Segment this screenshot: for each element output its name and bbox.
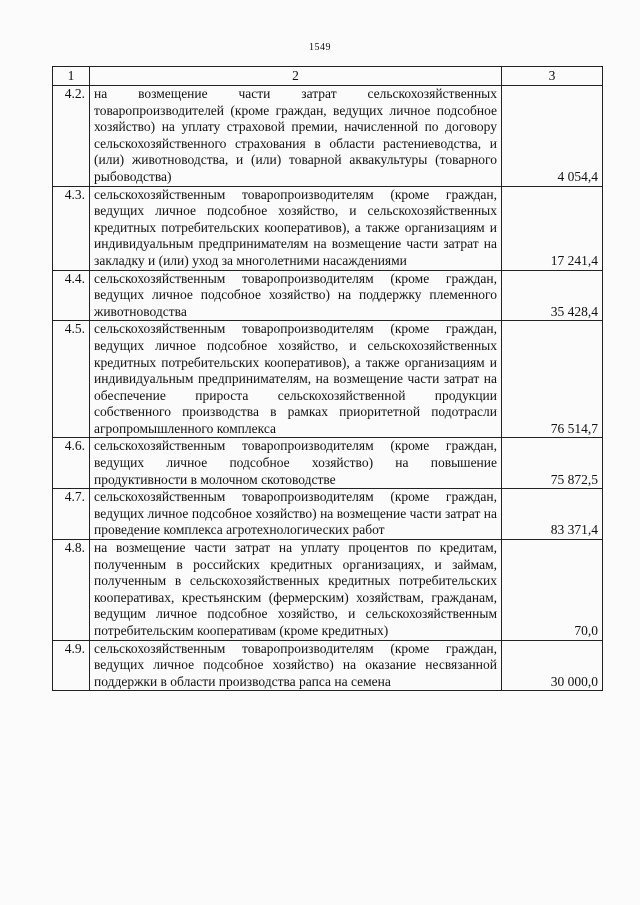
row-number: 4.2. — [53, 86, 90, 187]
row-amount: 17 241,4 — [502, 186, 603, 270]
row-number: 4.8. — [53, 540, 90, 641]
column-header-3: 3 — [502, 67, 603, 86]
table-row — [53, 186, 603, 270]
table-row — [53, 270, 603, 321]
row-number: 4.3. — [53, 186, 90, 270]
table-row — [53, 438, 603, 489]
row-description: сельскохозяйственным товаропроизводителям (кроме граждан, ведущих личное подсобное хозяйство) на поддержку племенного животноводства — [90, 270, 502, 321]
row-description: на возмещение части затрат сельскохозяйственных товаропроизводителей (кроме граждан, ведущих личное подсобное хозяйство) на уплату страховой премии, начисленной по договору сельскохозяйственного страхования в области растениеводства, и (или) животноводства, и (или) товарной аквакультуры (товарного рыбоводства) — [90, 86, 502, 187]
row-amount: 76 514,7 — [502, 321, 603, 438]
table-row — [53, 540, 603, 641]
row-description: сельскохозяйственным товаропроизводителям (кроме граждан, ведущих личное подсобное хозяйство, и сельскохозяйственных кредитных потребительских кооперативов), а также организациям и индивидуальным предпринимателям, на возмещение части затрат на обеспечение прироста сельскохозяйственной продукции собственного производства в рамках приоритетной подотрасли агропромышленного комплекса — [90, 321, 502, 438]
row-number: 4.7. — [53, 489, 90, 540]
budget-table — [52, 66, 603, 691]
row-number: 4.9. — [53, 640, 90, 691]
column-header-2: 2 — [90, 67, 502, 86]
row-number: 4.4. — [53, 270, 90, 321]
row-description: сельскохозяйственным товаропроизводителям (кроме граждан, ведущих личное подсобное хозяйство) на повышение продуктивности в молочном скотоводстве — [90, 438, 502, 489]
row-description: сельскохозяйственным товаропроизводителям (кроме граждан, ведущих личное подсобное хозяйство) на оказание несвязанной поддержки в области производства рапса на семена — [90, 640, 502, 691]
table-row — [53, 640, 603, 691]
row-amount: 4 054,4 — [502, 86, 603, 187]
row-amount: 70,0 — [502, 540, 603, 641]
table-row — [53, 321, 603, 438]
row-number: 4.6. — [53, 438, 90, 489]
row-amount: 83 371,4 — [502, 489, 603, 540]
row-description: сельскохозяйственным товаропроизводителям (кроме граждан, ведущих личное подсобное хозяйство) на возмещение части затрат на проведение комплекса агротехнологических работ — [90, 489, 502, 540]
row-description: сельскохозяйственным товаропроизводителям (кроме граждан, ведущих личное подсобное хозяйство, и сельскохозяйственных кредитных потребительских кооперативов), а также организациям и индивидуальным предпринимателям на возмещение части затрат на закладку и (или) уход за многолетними насаждениями — [90, 186, 502, 270]
row-amount: 75 872,5 — [502, 438, 603, 489]
table-row — [53, 86, 603, 187]
column-header-1: 1 — [53, 67, 90, 86]
table-row — [53, 489, 603, 540]
row-amount: 30 000,0 — [502, 640, 603, 691]
row-amount: 35 428,4 — [502, 270, 603, 321]
row-description: на возмещение части затрат на уплату процентов по кредитам, полученным в российских кредитных организациях, и займам, полученным в сельскохозяйственных кредитных потребительских кооперативах, крестьянским (фермерским) хозяйствам, гражданам, ведущим личное подсобное хозяйство, и сельскохозяйственным потребительским кооперативам (кроме кредитных) — [90, 540, 502, 641]
page-number: 1549 — [309, 42, 331, 53]
table-header-row — [53, 67, 603, 86]
row-number: 4.5. — [53, 321, 90, 438]
